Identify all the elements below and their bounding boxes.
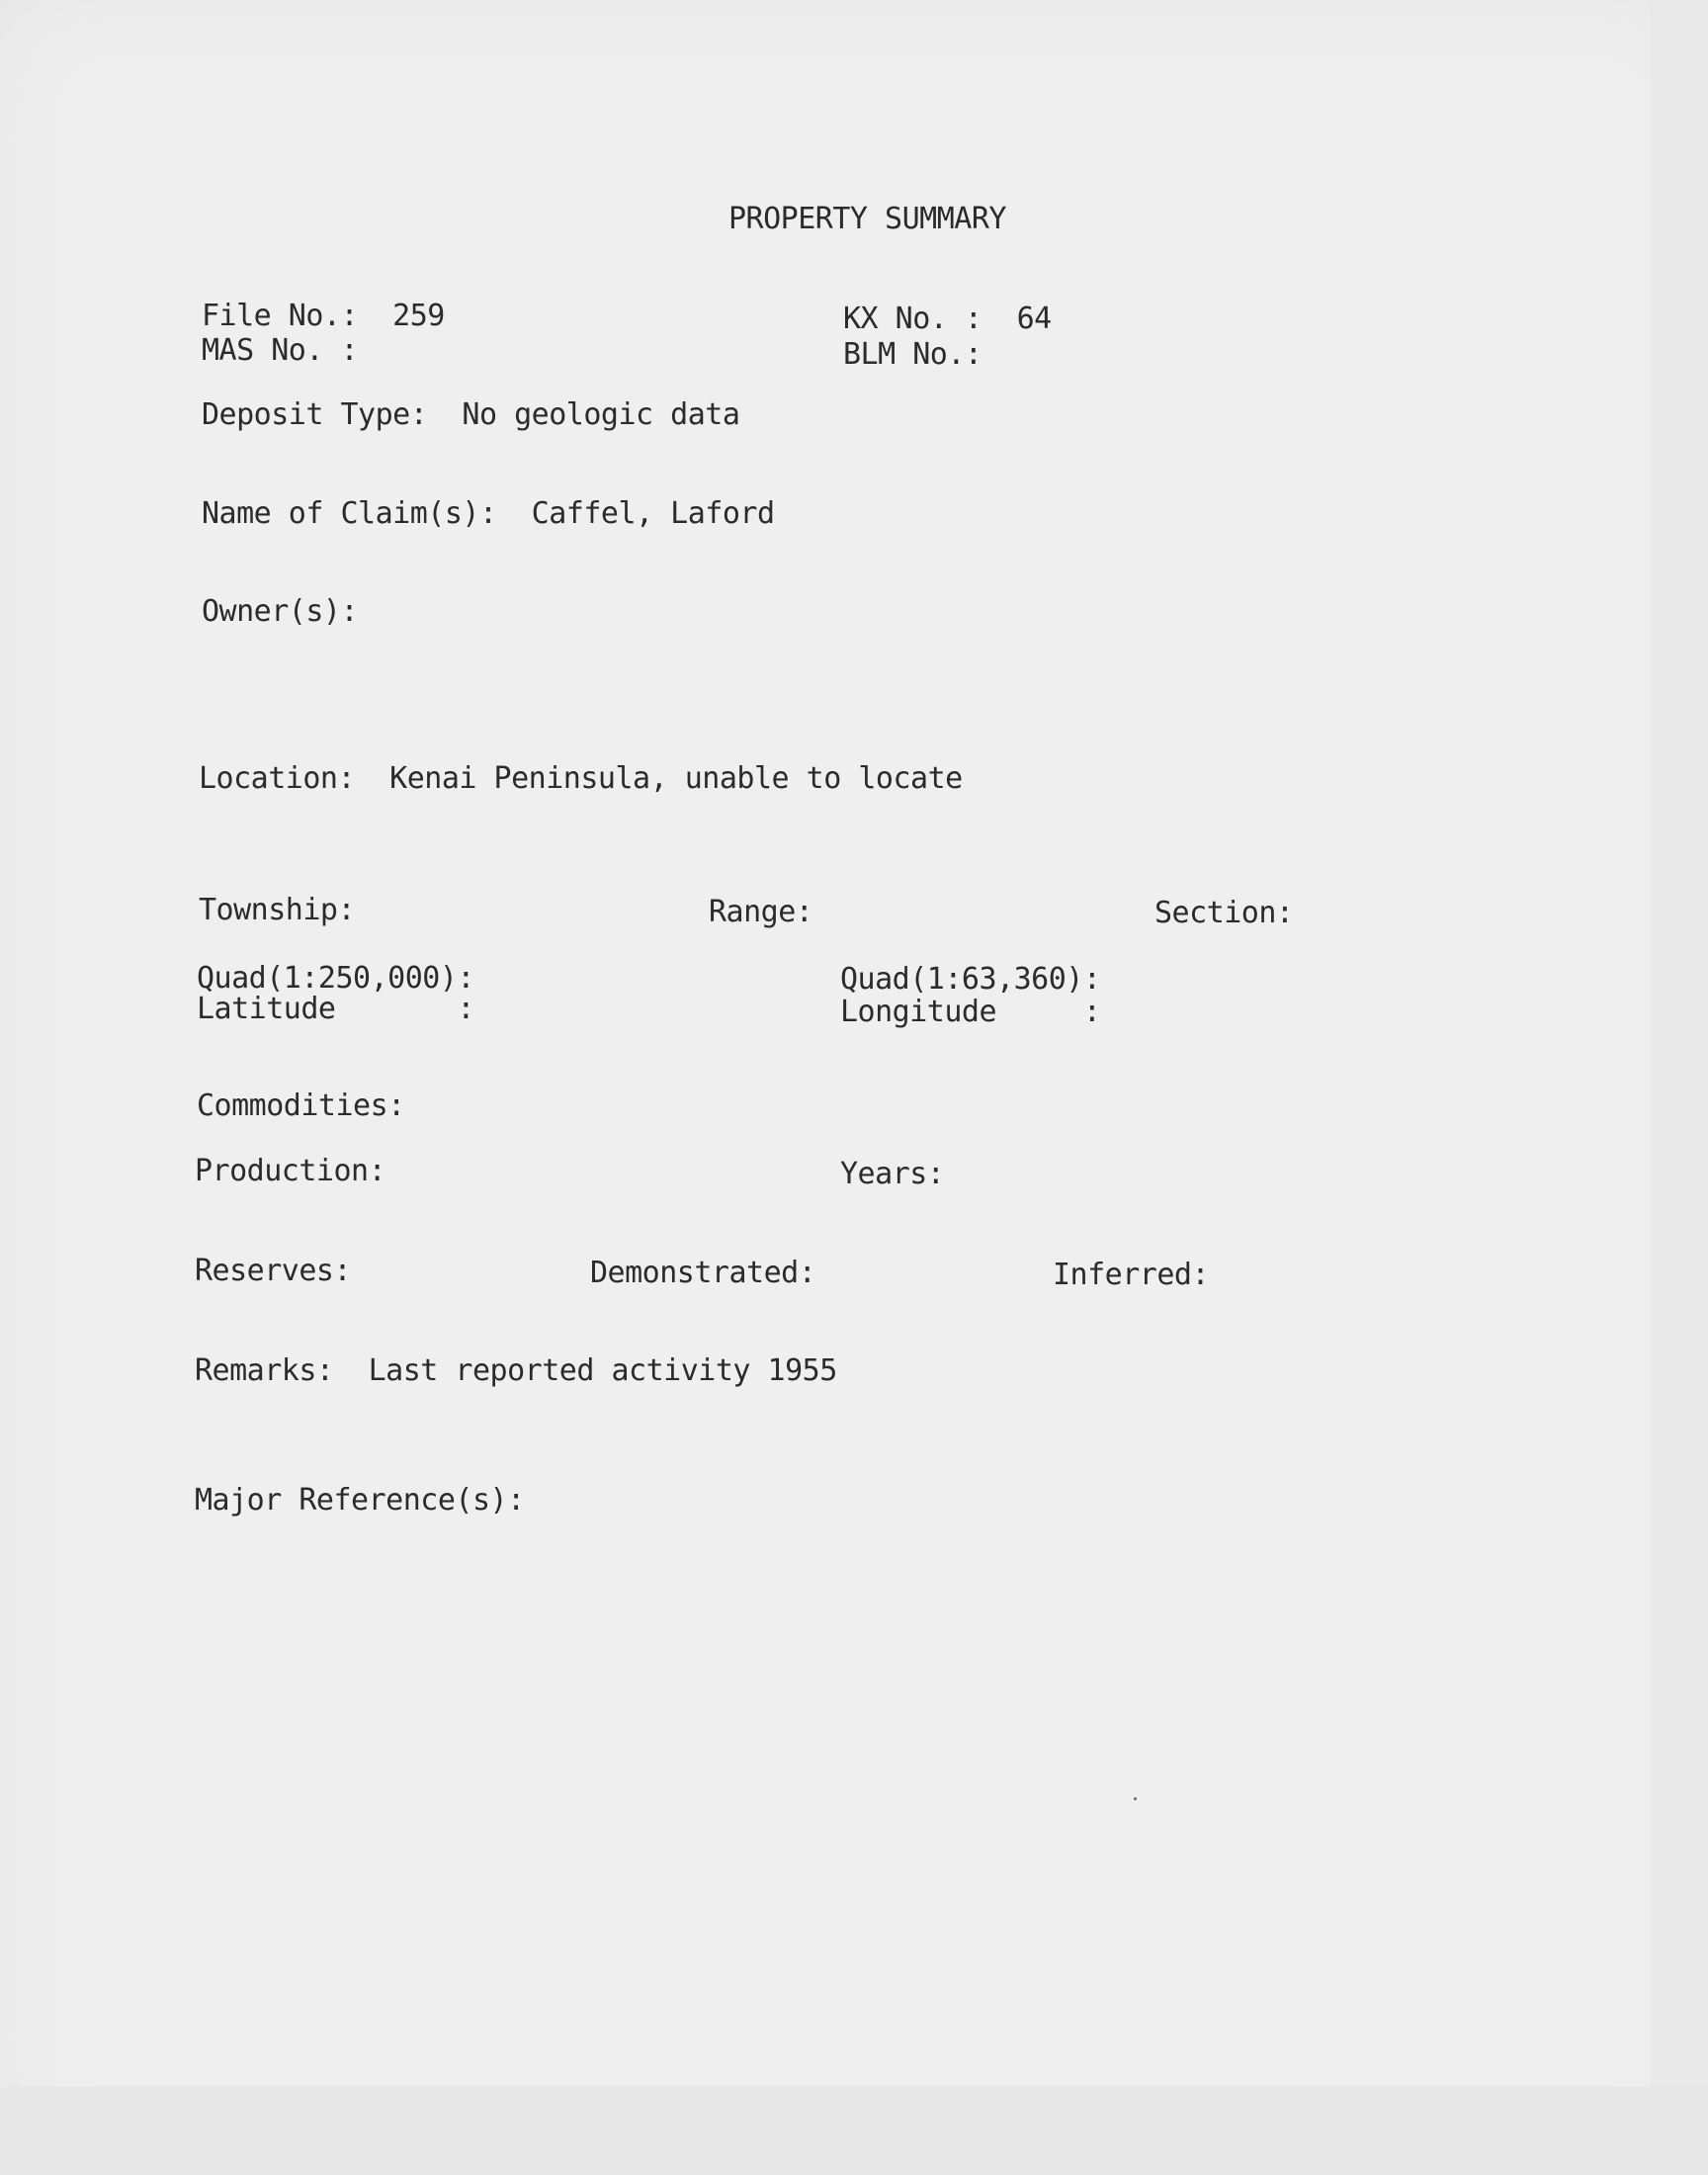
- location: Location: Kenai Peninsula, unable to locate: [199, 761, 963, 796]
- page-edge-bottom: [0, 2086, 1708, 2175]
- range: Range:: [709, 895, 813, 929]
- latitude: Latitude :: [197, 992, 474, 1026]
- claim-names: Name of Claim(s): Caffel, Laford: [202, 496, 775, 531]
- section: Section:: [1154, 896, 1294, 930]
- years: Years:: [840, 1157, 945, 1191]
- reserves: Reserves:: [195, 1254, 352, 1288]
- commodities: Commodities:: [197, 1088, 405, 1123]
- page-edge-right: [1651, 0, 1708, 2175]
- quad-63360: Quad(1:63,360):: [840, 962, 1101, 997]
- longitude: Longitude :: [840, 995, 1101, 1029]
- production: Production:: [195, 1154, 386, 1188]
- major-references: Major Reference(s):: [195, 1483, 525, 1518]
- inferred: Inferred:: [1053, 1258, 1210, 1292]
- demonstrated: Demonstrated:: [590, 1256, 816, 1290]
- file-number: File No.: 259: [202, 299, 445, 333]
- mas-number: MAS No. :: [202, 333, 359, 368]
- paper-speck: [1134, 1797, 1137, 1800]
- document-title: PROPERTY SUMMARY: [728, 202, 1006, 236]
- quad-250000: Quad(1:250,000):: [197, 961, 474, 996]
- deposit-type: Deposit Type: No geologic data: [202, 397, 740, 432]
- blm-number: BLM No.:: [843, 337, 982, 372]
- remarks: Remarks: Last reported activity 1955: [195, 1353, 837, 1388]
- kx-number: KX No. : 64: [843, 302, 1052, 336]
- township: Township:: [199, 893, 356, 927]
- owners: Owner(s):: [202, 594, 359, 629]
